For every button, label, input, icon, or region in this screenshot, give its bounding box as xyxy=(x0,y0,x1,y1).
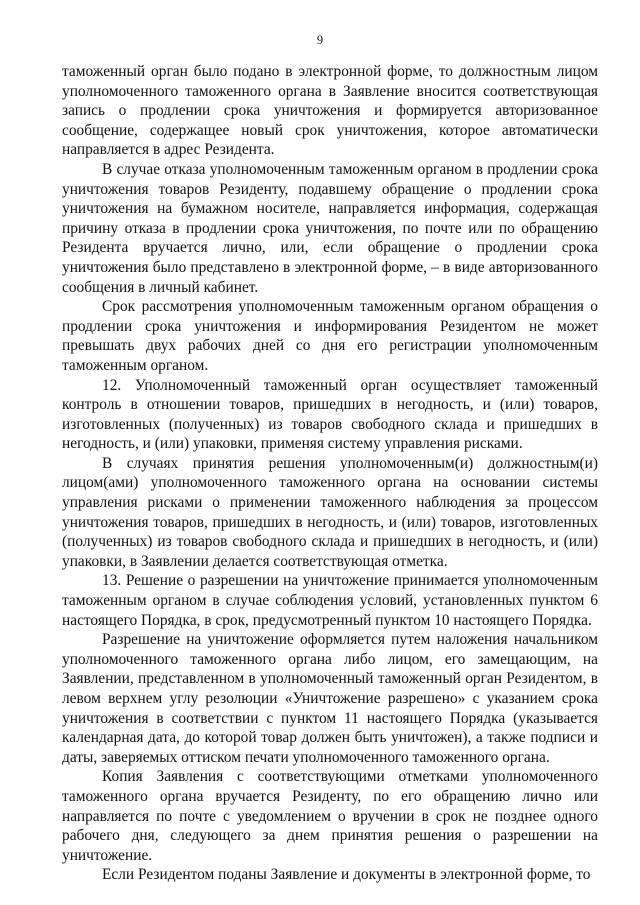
paragraph-9: Если Резидентом поданы Заявление и документы в электронной форме, то xyxy=(102,866,591,884)
paragraph-2: В случае отказа уполномоченным таможенным органом в продлении срока уничтожения товаров Резиденту, подавшему обращение о продлении срока уничтожения на бумажном носителе, направляется информация, содержащая причину отказа в продлении срока уничтожения, по почте или по обращению Резидента вручается лично, или, если обращение о продлении срока уничтожения было представлено в электронной форме, – в виде авторизованного сообщения в личный кабинет. xyxy=(62,160,598,296)
paragraph-8: Копия Заявления с соответствующими отметками уполномоченного таможенного органа вручается Резиденту, по его обращению лично или направляется по почте с уведомлением о вручении в срок не позднее одного рабочего дня, следующего за днем принятия решения о разрешении на уничтожение. xyxy=(62,768,598,864)
document-body xyxy=(62,62,598,885)
paragraph-1: таможенный орган было подано в электронной форме, то должностным лицом уполномоченного таможенного органа в Заявление вносится соответствующая запись о продлении срока уничтожения и формируется авторизованное сообщение, содержащее новый срок уничтожения, которое автоматически направляется в адрес Резидента. xyxy=(62,63,598,159)
paragraph-7: Разрешение на уничтожение оформляется путем наложения начальником уполномоченного таможенного органа либо лицом, его замещающим, на Заявлении, представленном в уполномоченный таможенный орган Резидентом, в левом верхнем углу резолюции «Уничтожение разрешено» с указанием срока уничтожения в соответствии с пунктом 11 настоящего Порядка (указывается календарная дата, до которой товар должен быть уничтожен), а также подписи и даты, заверяемых оттиском печати уполномоченного таможенного органа. xyxy=(62,631,598,766)
page-number: 9 xyxy=(316,33,324,47)
paragraph-6: 13. Решение о разрешении на уничтожение принимается уполномоченным таможенным органом в случае соблюдения условий, установленных пунктом 6 настоящего Порядка, в срок, предусмотренный пунктом 10 настоящего Порядка. xyxy=(62,572,598,629)
paragraph-4: 12. Уполномоченный таможенный орган осуществляет таможенный контроль в отношении товаров, пришедших в негодность, и (или) товаров, изготовленных (полученных) из товаров свободного склада и пришедших в негодность, и (или) упаковки, применяя систему управления рисками. xyxy=(62,376,598,453)
paragraph-5: В случаях принятия решения уполномоченным(и) должностным(и) лицом(ами) уполномоченного таможенного органа на основании системы управления рисками о применении таможенного наблюдения за процессом уничтожения товаров, пришедших в негодность, и (или) товаров, изготовленных (полученных) из товаров свободного склада и пришедших в негодность, и (или) упаковки, в Заявлении делается соответствующая отметка. xyxy=(62,454,598,570)
paragraph-3: Срок рассмотрения уполномоченным таможенным органом обращения о продлении срока уничтожения и информирования Резидентом не может превышать двух рабочих дней со дня его регистрации уполномоченным таможенным органом. xyxy=(62,298,598,374)
